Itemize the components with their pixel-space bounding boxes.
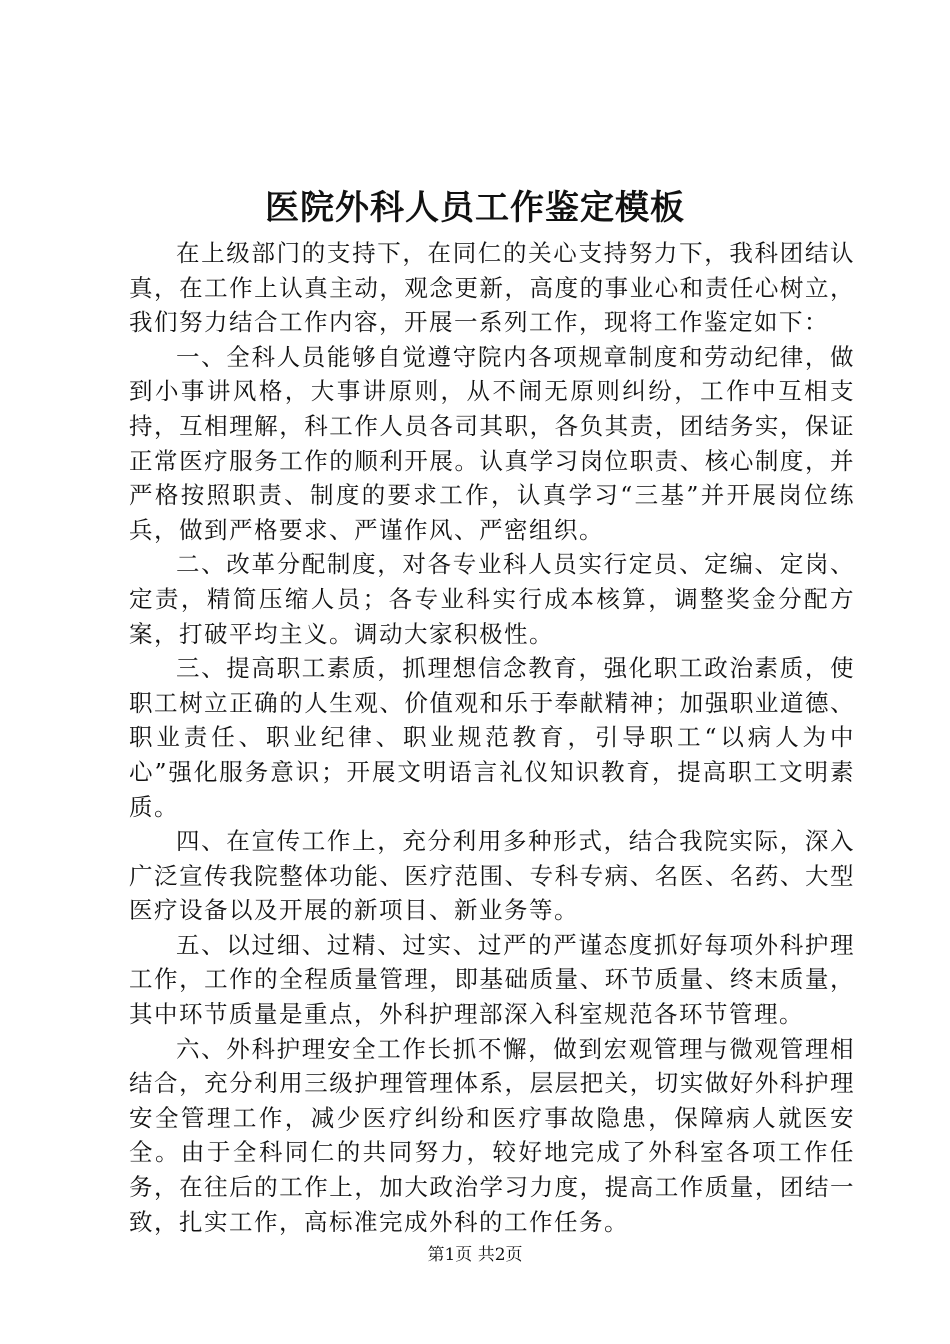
document-title: 医院外科人员工作鉴定模板 xyxy=(265,188,685,228)
section-six-paragraph: 六、外科护理安全工作长抓不懈，做到宏观管理与微观管理相结合，充分利用三级护理管理体系，层层把关，切实做好外科护理安全管理工作，减少医疗纠纷和医疗事故隐患，保障病人就医安全。由于全科同仁的共同努力，较好地完成了外科室各项工作任务，在往后的工作上，加大政治学习力度，提高工作质量，团结一致，扎实工作，高标准完成外科的工作任务。 xyxy=(129,1034,855,1236)
section-two-paragraph: 二、改革分配制度，对各专业科人员实行定员、定编、定岗、定责，精简压缩人员；各专业科实行成本核算，调整奖金分配方案，打破平均主义。调动大家积极性。 xyxy=(129,550,855,648)
section-four-paragraph: 四、在宣传工作上，充分利用多种形式，结合我院实际，深入广泛宣传我院整体功能、医疗范围、专科专病、名医、名药、大型医疗设备以及开展的新项目、新业务等。 xyxy=(129,827,855,925)
document-body xyxy=(129,236,855,1239)
section-one-paragraph: 一、全科人员能够自觉遵守院内各项规章制度和劳动纪律，做到小事讲风格，大事讲原则，从不闹无原则纠纷，工作中互相支持，互相理解，科工作人员各司其职，各负其责，团结务实，保证正常医疗服务工作的顺利开展。认真学习岗位职责、核心制度，并严格按照职责、制度的要求工作，认真学习“三基”并开展岗位练兵，做到严格要求、严谨作风、严密组织。 xyxy=(129,342,855,544)
section-five-paragraph: 五、以过细、过精、过实、过严的严谨态度抓好每项外科护理工作，工作的全程质量管理，即基础质量、环节质量、终末质量，其中环节质量是重点，外科护理部深入科室规范各环节管理。 xyxy=(129,930,855,1029)
page-number-footer: 第1页 共2页 xyxy=(427,1245,523,1265)
intro-paragraph: 在上级部门的支持下，在同仁的关心支持努力下，我科团结认真，在工作上认真主动，观念更新，高度的事业心和责任心树立，我们努力结合工作内容，开展一系列工作，现将工作鉴定如下： xyxy=(129,239,855,337)
section-three-paragraph: 三、提高职工素质，抓理想信念教育，强化职工政治素质，使职工树立正确的人生观、价值观和乐于奉献精神；加强职业道德、职业责任、职业纪律、职业规范教育，引导职工“以病人为中心”强化服务意识；开展文明语言礼仪知识教育，提高职工文明素质。 xyxy=(129,654,855,821)
